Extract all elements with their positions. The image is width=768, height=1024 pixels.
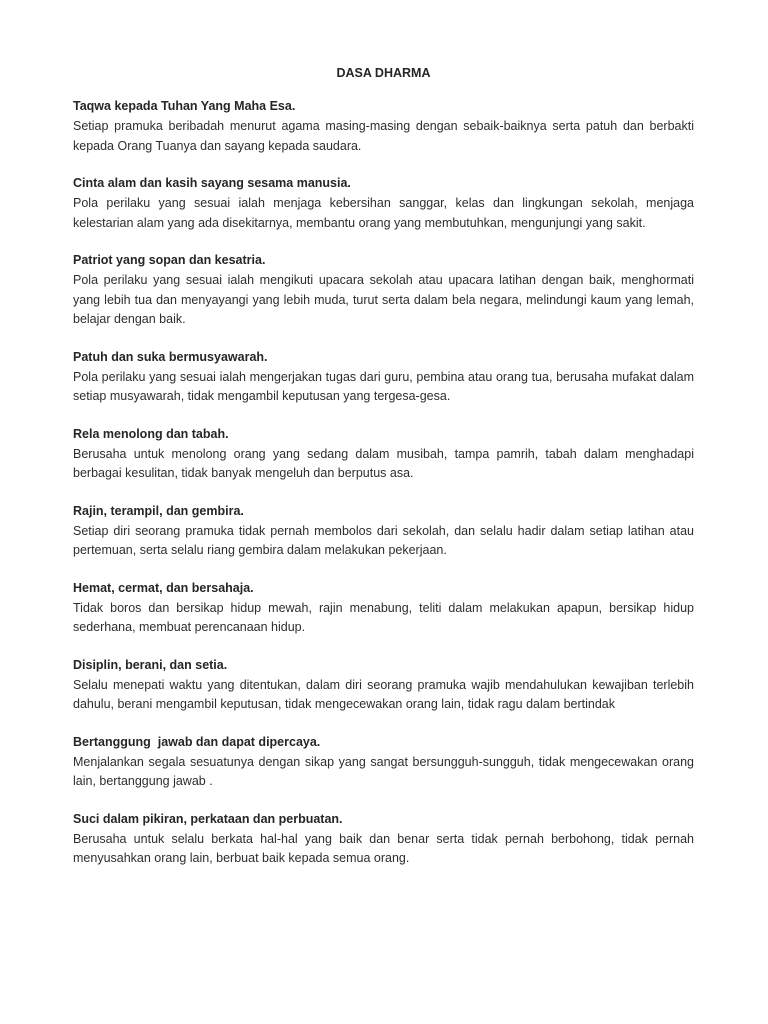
section-heading: Hemat, cermat, dan bersahaja. [73, 580, 254, 595]
section-10 [73, 810, 694, 869]
section-body: Selalu menepati waktu yang ditentukan, dalam diri seorang pramuka wajib mendahulukan kewajiban terlebih dahulu, berani mengambil keputusan, tidak mengecewakan orang lain, tidak ragu dalam bertindak [73, 677, 694, 711]
section-body: Berusaha untuk menolong orang yang sedang dalam musibah, tampa pamrih, tabah dalam menghadapi berbagai kesulitan, tidak banyak mengeluh dan berputus asa. [73, 446, 694, 480]
section-1 [73, 97, 694, 156]
section-4 [73, 348, 694, 407]
section-body: Pola perilaku yang sesuai ialah mengerjakan tugas dari guru, pembina atau orang tua, berusaha mufakat dalam setiap musyawarah, tidak mengambil keputusan yang tergesa-gesa. [73, 369, 694, 403]
section-5 [73, 425, 694, 484]
section-body: Setiap pramuka beribadah menurut agama masing-masing dengan sebaik-baiknya serta patuh dan berbakti kepada Orang Tuanya dan sayang kepada saudara. [73, 119, 694, 153]
section-body: Pola perilaku yang sesuai ialah mengikuti upacara sekolah atau upacara latihan dengan baik, menghormati yang lebih tua dan menyayangi yang lebih muda, turut serta dalam bela negara, melindungi kaum yang lemah, belajar dengan baik. [73, 273, 694, 326]
section-heading: Cinta alam dan kasih sayang sesama manusia. [73, 176, 351, 190]
section-6 [73, 502, 694, 561]
section-heading: Taqwa kepada Tuhan Yang Maha Esa. [73, 99, 296, 113]
page-title: DASA DHARMA [336, 66, 431, 80]
section-3 [73, 251, 694, 330]
section-7 [73, 579, 694, 638]
section-heading: Disiplin, berani, dan setia. [73, 657, 228, 672]
section-2 [73, 174, 694, 233]
section-body: Berusaha untuk selalu berkata hal-hal yang baik dan benar serta tidak pernah berbohong, tidak pernah menyusahkan orang lain, berbuat baik kepada semua orang. [73, 831, 694, 865]
section-heading: Suci dalam pikiran, perkataan dan perbuatan. [73, 811, 343, 826]
section-body: Menjalankan segala sesuatunya dengan sikap yang sangat bersungguh-sungguh, tidak mengecewakan orang lain, bertanggung jawab . [73, 754, 694, 788]
section-heading: Rajin, terampil, dan gembira. [73, 503, 244, 518]
section-heading: Rela menolong dan tabah. [73, 426, 229, 441]
section-8 [73, 656, 694, 715]
section-9 [73, 733, 694, 792]
section-heading: Patuh dan suka bermusyawarah. [73, 349, 268, 364]
section-heading: Patriot yang sopan dan kesatria. [73, 253, 266, 267]
section-body: Setiap diri seorang pramuka tidak pernah membolos dari sekolah, dan selalu hadir dalam setiap latihan atau pertemuan, serta selalu riang gembira dalam melakukan pekerjaan. [73, 523, 694, 557]
document-page [73, 64, 694, 887]
section-heading: Bertanggung jawab dan dapat dipercaya. [73, 734, 321, 749]
section-body: Tidak boros dan bersikap hidup mewah, rajin menabung, teliti dalam melakukan apapun, bersikap hidup sederhana, membuat perencanaan hidup. [73, 600, 694, 634]
section-body: Pola perilaku yang sesuai ialah menjaga kebersihan sanggar, kelas dan lingkungan sekolah, menjaga kelestarian alam yang ada disekitarnya, membantu orang yang membutuhkan, mengunjungi yang sakit. [73, 196, 694, 230]
